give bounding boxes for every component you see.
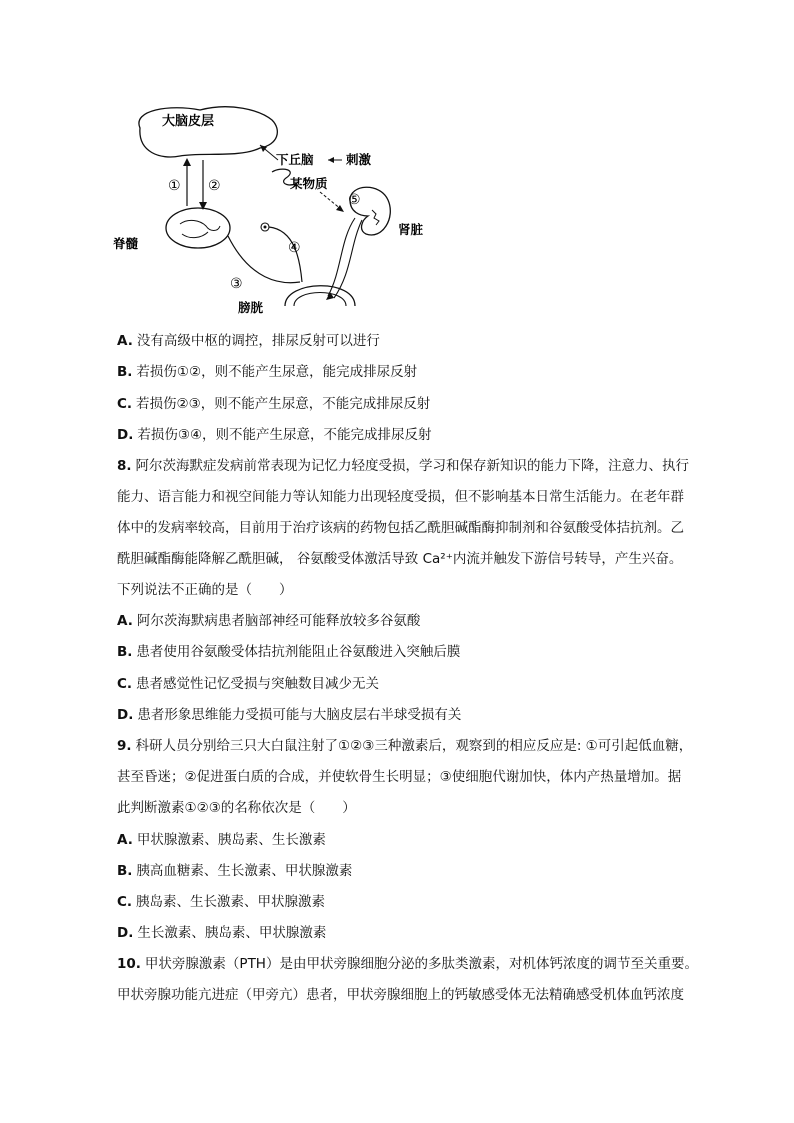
path-2-label: ② (208, 178, 221, 194)
hypothalamus-label: 下丘脑 (276, 152, 314, 167)
q9-stem-line-1: 9. 科研人员分别给三只大白鼠注射了①②③三种激素后，观察到的相应反应是: ①可引起低血糖， (117, 738, 693, 754)
q10-stem-line-1: 10. 甲状旁腺激素（PTH）是由甲状旁腺细胞分泌的多肽类激素，对机体钙浓度的调节至关重要。 (117, 956, 698, 972)
cortex-label: 大脑皮层 (162, 114, 215, 129)
q9-option-c[interactable]: C. 胰岛素、生长激素、甲状腺激素 (117, 894, 326, 910)
bladder-label: 膀胱 (238, 300, 264, 315)
urination-reflex-figure (110, 100, 424, 320)
path-4-label: ④ (288, 240, 301, 256)
q9-option-b[interactable]: B. 胰高血糖素、生长激素、甲状腺激素 (117, 863, 353, 879)
q8-stem-line-3: 体中的发病率较高，目前用于治疗该病的药物包括乙酰胆碱酯酶抑制剂和谷氨酸受体拮抗剂。乙 (117, 520, 684, 536)
q7-option-c[interactable]: C. 若损伤②③，则不能产生尿意，不能完成排尿反射 (117, 396, 431, 412)
q9-stem-line-3: 此判断激素①②③的名称依次是（ ） (117, 800, 356, 816)
q8-stem-line-1: 8. 阿尔茨海默症发病前常表现为记忆力轻度受损，学习和保存新知识的能力下降，注意力、执行 (117, 458, 690, 474)
q8-option-d[interactable]: D. 患者形象思维能力受损可能与大脑皮层右半球受损有关 (117, 707, 462, 723)
q8-option-c[interactable]: C. 患者感觉性记忆受损与突触数目减少无关 (117, 676, 380, 692)
kidney-label: 肾脏 (398, 222, 424, 237)
path-3-label: ③ (230, 276, 243, 292)
q10-stem-line-2: 甲状旁腺功能亢进症（甲旁亢）患者，甲状旁腺细胞上的钙敏感受体无法精确感受机体血钙浓度 (117, 987, 684, 1003)
stimulus-label: 刺激 (346, 152, 372, 167)
q7-option-b[interactable]: B. 若损伤①②，则不能产生尿意，能完成排尿反射 (117, 364, 418, 380)
q8-stem-line-5: 下列说法不正确的是（ ） (117, 582, 293, 598)
q9-number: 9. (117, 738, 132, 754)
path-1-label: ① (168, 178, 181, 194)
q10-number: 10. (117, 956, 141, 972)
q8-stem-line-4: 酰胆碱酯酶能降解乙酰胆碱， 谷氨酸受体激活导致 Ca²⁺内流并触发下游信号转导，产生兴奋。 (117, 551, 683, 567)
q9-option-a[interactable]: A. 甲状腺激素、胰岛素、生长激素 (117, 832, 326, 848)
q8-stem-line-2: 能力、语言能力和视空间能力等认知能力出现轻度受损，但不影响基本日常生活能力。在老年群 (117, 489, 684, 505)
q7-option-d[interactable]: D. 若损伤③④，则不能产生尿意，不能完成排尿反射 (117, 427, 432, 443)
q7-option-a[interactable]: A. 没有高级中枢的调控，排尿反射可以进行 (117, 333, 380, 349)
q8-number: 8. (117, 458, 132, 474)
q8-option-b[interactable]: B. 患者使用谷氨酸受体拮抗剂能阻止谷氨酸进入突触后膜 (117, 644, 461, 660)
bladder-shape (285, 286, 355, 306)
reflex-diagram (110, 100, 424, 320)
spinal-cord-shape (166, 208, 230, 248)
substance-label: 某物质 (290, 176, 328, 191)
q9-stem-line-2: 甚至昏迷；②促进蛋白质的合成，并使软骨生长明显；③使细胞代谢加快，体内产热量增加。据 (117, 769, 682, 785)
q8-option-a[interactable]: A. 阿尔茨海默病患者脑部神经可能释放较多谷氨酸 (117, 613, 421, 629)
q9-option-d[interactable]: D. 生长激素、胰岛素、甲状腺激素 (117, 925, 327, 941)
path-5-label: ⑤ (348, 192, 361, 208)
spinal-cord-label: 脊髓 (113, 236, 139, 251)
